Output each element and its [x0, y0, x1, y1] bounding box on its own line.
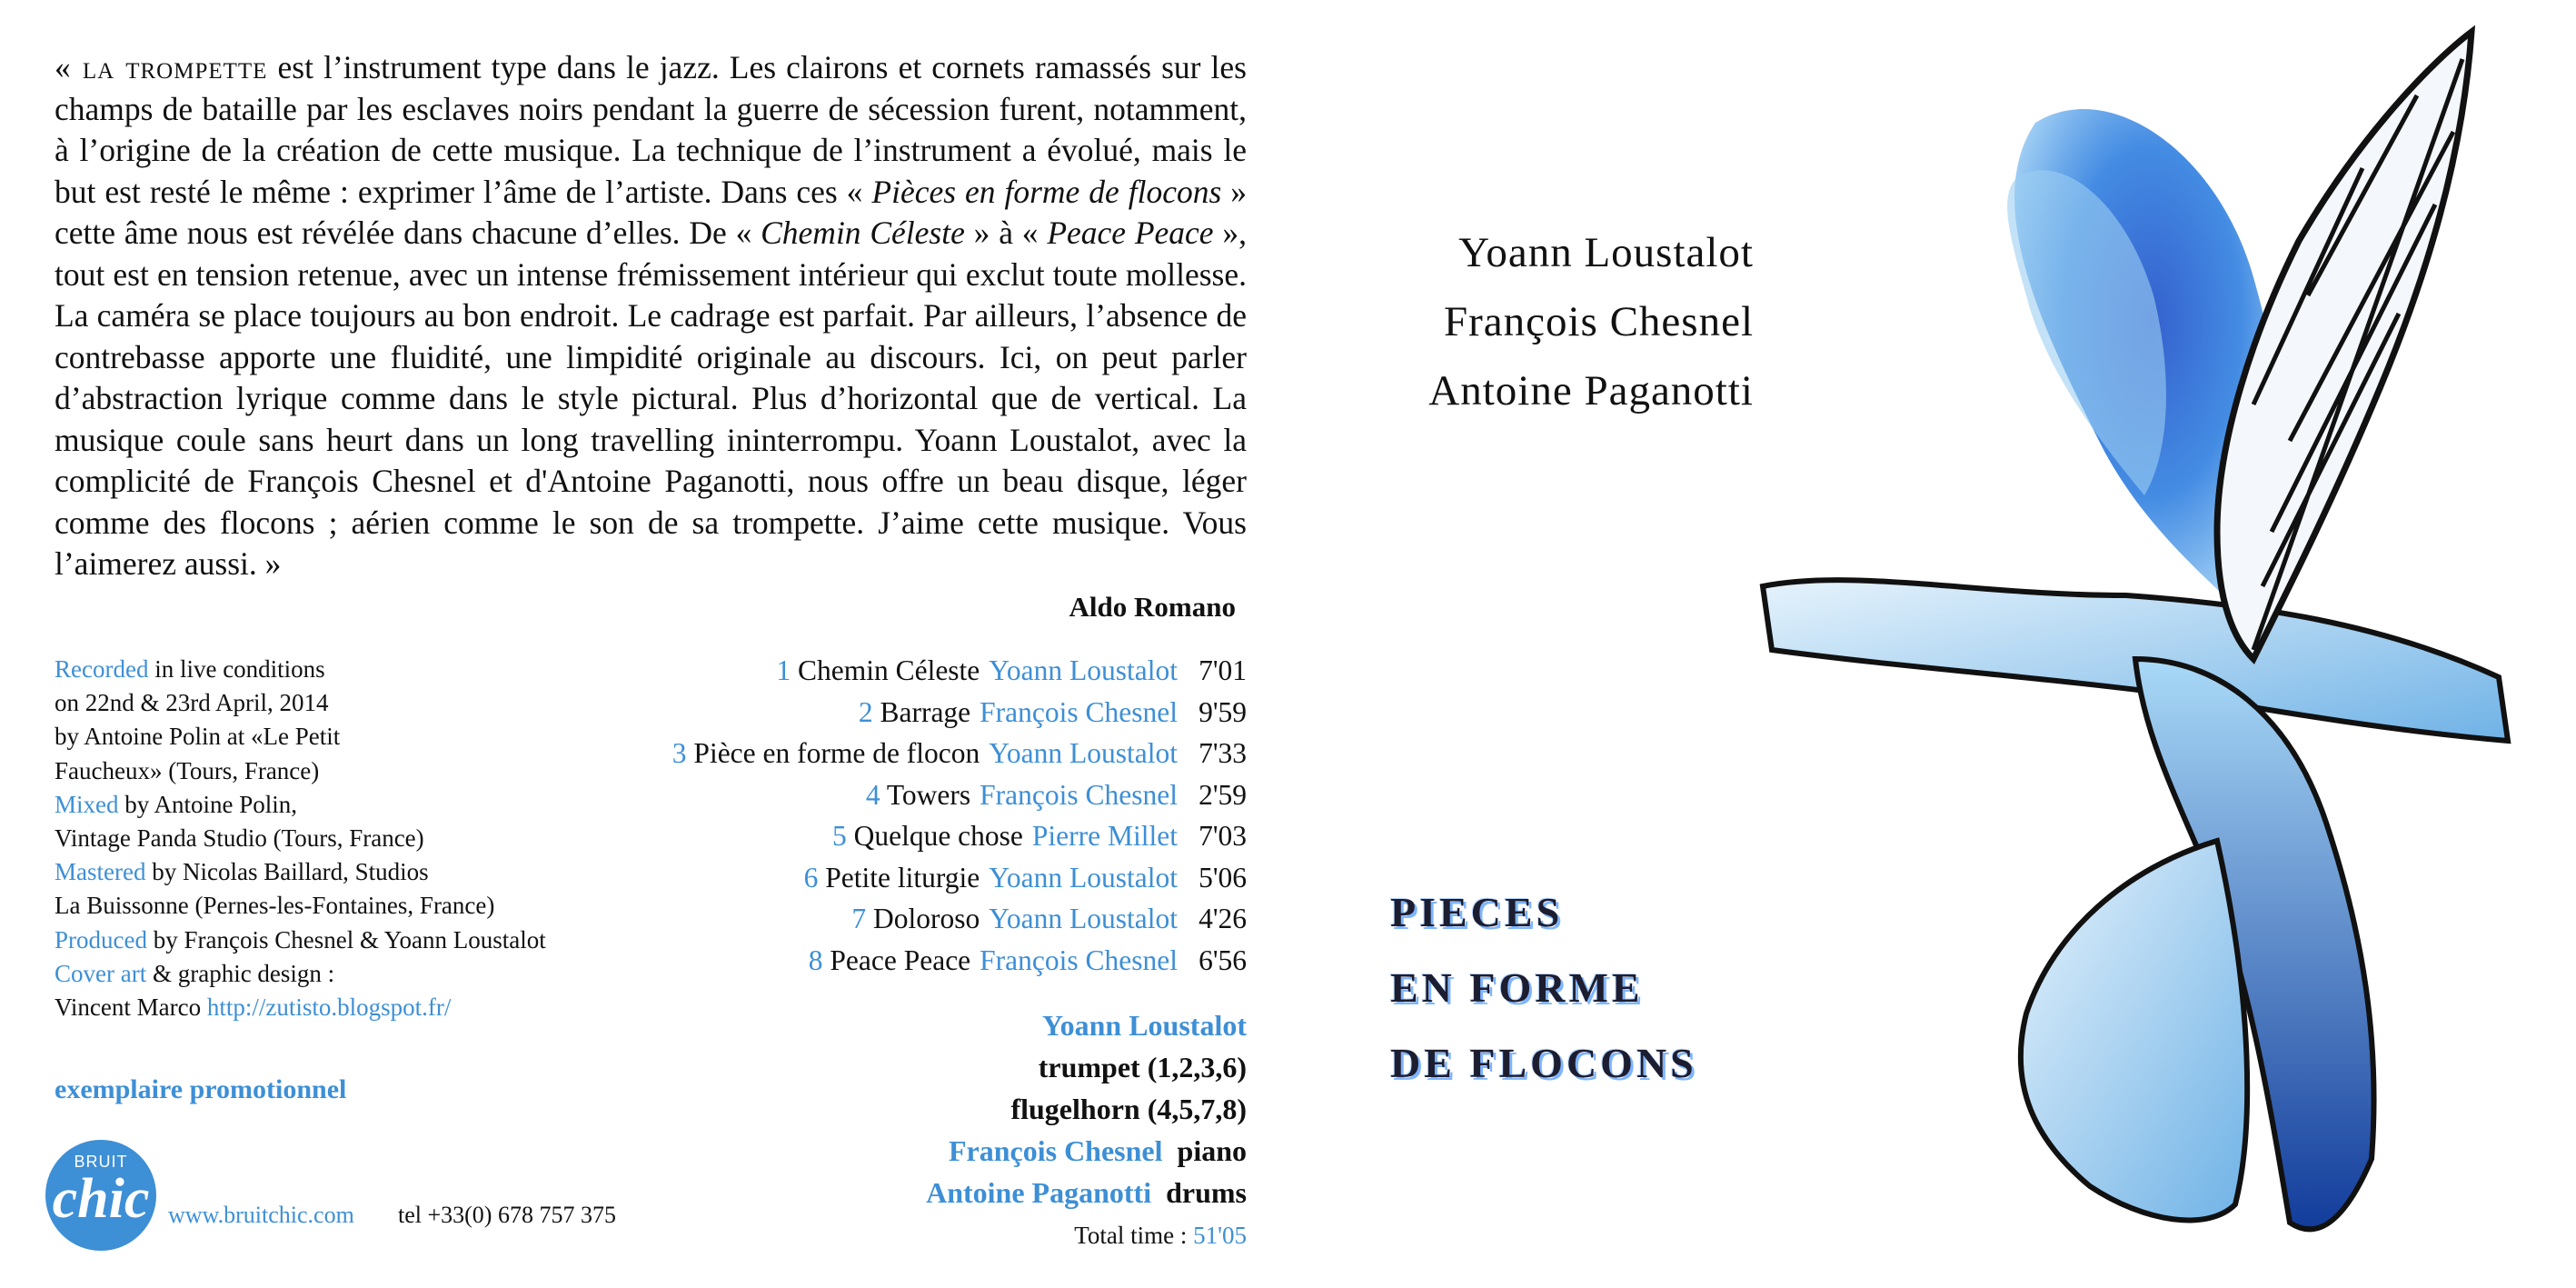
track-number: 7 — [851, 903, 867, 934]
track-composer: François Chesnel — [980, 695, 1178, 728]
track-title: Barrage — [880, 695, 971, 728]
liner-quote — [55, 47, 1247, 585]
bruitchic-logo — [45, 1140, 156, 1251]
track-row — [672, 735, 1247, 772]
quote-text-3: » à « — [964, 215, 1048, 251]
track-row — [859, 694, 1247, 731]
credits-block — [55, 653, 691, 1024]
credit-recorded-line2: on 22nd & 23rd April, 2014 — [55, 689, 329, 717]
track-duration: 7'33 — [1198, 737, 1247, 769]
track-duration: 7'01 — [1198, 654, 1247, 686]
personnel-row — [926, 1174, 1247, 1211]
black-feather-shape — [2217, 32, 2472, 659]
credit-cover-text: & graphic design : — [146, 959, 335, 987]
track-row — [851, 901, 1247, 937]
credit-produced-text: by François Chesnel & Yoann Loustalot — [146, 925, 546, 954]
total-time-label: Total time : — [1074, 1222, 1194, 1249]
track-title: Quelque chose — [853, 820, 1023, 852]
track-number: 3 — [671, 737, 687, 769]
quote-text-1: est l’instrument type dans le jazz. Les clairons et cornets ramassés sur les champs de bataille par les esclaves noirs pendant la guerre de sécession furent, notamment, à l’origine de la création de cette musique. La technique de l’instrument a évolué, mais le but est resté le même : exprimer l’âme de l’artiste. Dans ces « — [55, 49, 1247, 210]
credit-produced-label: Produced — [55, 925, 147, 954]
track-number: 5 — [831, 820, 847, 852]
track-number: 1 — [776, 654, 791, 686]
credit-mastered-text: by Nicolas Baillard, Studios — [145, 858, 429, 886]
track-title: Doloroso — [873, 903, 980, 934]
personnel-row — [949, 1133, 1247, 1169]
track-row — [809, 943, 1247, 979]
logo-top-text: BRUIT — [74, 1153, 128, 1171]
track-duration: 9'59 — [1198, 695, 1247, 728]
feather-illustration — [1745, 23, 2517, 1282]
track-number: 4 — [865, 778, 880, 811]
credit-recorded-text: in live conditions — [148, 655, 325, 683]
credit-recorded-label: Recorded — [55, 655, 149, 683]
track-row — [832, 818, 1247, 854]
track-duration: 7'03 — [1198, 820, 1247, 852]
musician-instrument: drums — [1166, 1176, 1247, 1209]
track-title: Peace Peace — [830, 944, 971, 976]
track-composer: François Chesnel — [980, 944, 1178, 976]
track-title: Towers — [886, 778, 971, 811]
personnel-instrument: trumpet (1,2,3,6) — [1038, 1051, 1247, 1083]
album-title-line: DE FLOCONS — [1390, 1040, 1697, 1086]
track-composer: Pierre Millet — [1031, 820, 1178, 852]
personnel-name-1 — [1042, 1007, 1247, 1043]
album-title — [1390, 874, 1697, 1101]
total-time-value: 51'05 — [1193, 1222, 1247, 1249]
track-title: Chemin Céleste — [797, 654, 980, 686]
track-composer: Yoann Loustalot — [989, 737, 1178, 769]
total-time — [1074, 1222, 1247, 1250]
album-title-line: PIECES — [1390, 889, 1564, 935]
artist-names — [1363, 218, 1754, 425]
quote-text-4: », tout est en tension retenue, avec un intense frémissement intérieur qui exclut toute mollesse. La caméra se place toujours au bon endroit. Le cadrage est parfait. Par ailleurs, l’absence de contrebasse apporte une fluidité, une limpidité originale au discours. Ici, on peut parler d’abstraction lyrique comme dans le style pictural. Plus d’horizontal que de vertical. La musique coule sans heurt dans un long travelling ininterrompu. Yoann Loustalot, avec la complicité de François Chesnel et d'Antoine Paganotti, nous offre un beau disque, léger comme des flocons ; aérien comme le son de sa trompette. J’aime cette musique. Vous l’aimerez aussi. » — [55, 215, 1247, 582]
artist-name: Yoann Loustalot — [1458, 229, 1754, 276]
credit-cover-label: Cover art — [55, 959, 147, 987]
quote-author: Aldo Romano — [1069, 591, 1236, 623]
credit-cover-url[interactable]: http://zutisto.blogspot.fr/ — [206, 993, 452, 1022]
artist-name: François Chesnel — [1443, 298, 1754, 345]
personnel-instrument: flugelhorn (4,5,7,8) — [1010, 1093, 1247, 1125]
track-composer: Yoann Loustalot — [989, 903, 1178, 934]
quote-lead: « la trompette — [55, 49, 268, 85]
credit-mixed-label: Mixed — [55, 790, 119, 818]
musician-name: Antoine Paganotti — [926, 1176, 1152, 1209]
track-row — [866, 777, 1247, 814]
track-title: Petite liturgie — [825, 861, 980, 894]
musician-name: Yoann Loustalot — [1042, 1009, 1247, 1042]
quote-italic-2: Chemin Céleste — [761, 215, 965, 251]
lower-left-leaf-shape — [2021, 841, 2247, 1220]
track-row — [804, 860, 1247, 896]
track-composer: Yoann Loustalot — [989, 861, 1178, 894]
credit-recorded-line3: by Antoine Polin at «Le Petit — [55, 723, 341, 751]
track-row — [776, 653, 1247, 689]
track-duration: 5'06 — [1198, 861, 1247, 894]
promo-notice: exemplaire promotionnel — [55, 1074, 347, 1104]
credit-recorded-line4: Faucheux» (Tours, France) — [55, 756, 320, 784]
album-title-line: EN FORME — [1390, 964, 1644, 1011]
credit-cover-line2: Vincent Marco — [55, 993, 207, 1022]
track-duration: 6'56 — [1198, 944, 1247, 976]
track-number: 2 — [858, 695, 873, 728]
credit-mixed-line2: Vintage Panda Studio (Tours, France) — [55, 824, 424, 853]
track-duration: 4'26 — [1198, 903, 1247, 934]
credit-mixed-text: by Antoine Polin, — [118, 790, 298, 818]
quote-italic-3: Peace Peace — [1047, 215, 1214, 251]
quote-italic-1: Pièces en forme de flocons — [871, 173, 1222, 210]
artist-name: Antoine Paganotti — [1428, 367, 1754, 414]
credit-mastered-line2: La Buissonne (Pernes-les-Fontaines, France) — [55, 892, 495, 920]
musician-name: François Chesnel — [948, 1134, 1163, 1167]
website-link[interactable]: www.bruitchic.com — [168, 1202, 354, 1228]
credit-mastered-label: Mastered — [55, 858, 146, 886]
track-composer: François Chesnel — [980, 778, 1178, 811]
quote-text-2: » cette âme nous est révélée dans chacune d’elles. De « — [55, 173, 1248, 251]
track-composer: Yoann Loustalot — [989, 654, 1178, 686]
logo-bottom-text: chic — [52, 1168, 150, 1230]
track-title: Pièce en forme de flocon — [693, 737, 980, 769]
musician-instrument: piano — [1177, 1134, 1247, 1167]
track-number: 8 — [808, 944, 823, 976]
phone-number: tel +33(0) 678 757 375 — [398, 1202, 616, 1228]
track-duration: 2'59 — [1198, 778, 1247, 811]
track-number: 6 — [803, 861, 819, 894]
